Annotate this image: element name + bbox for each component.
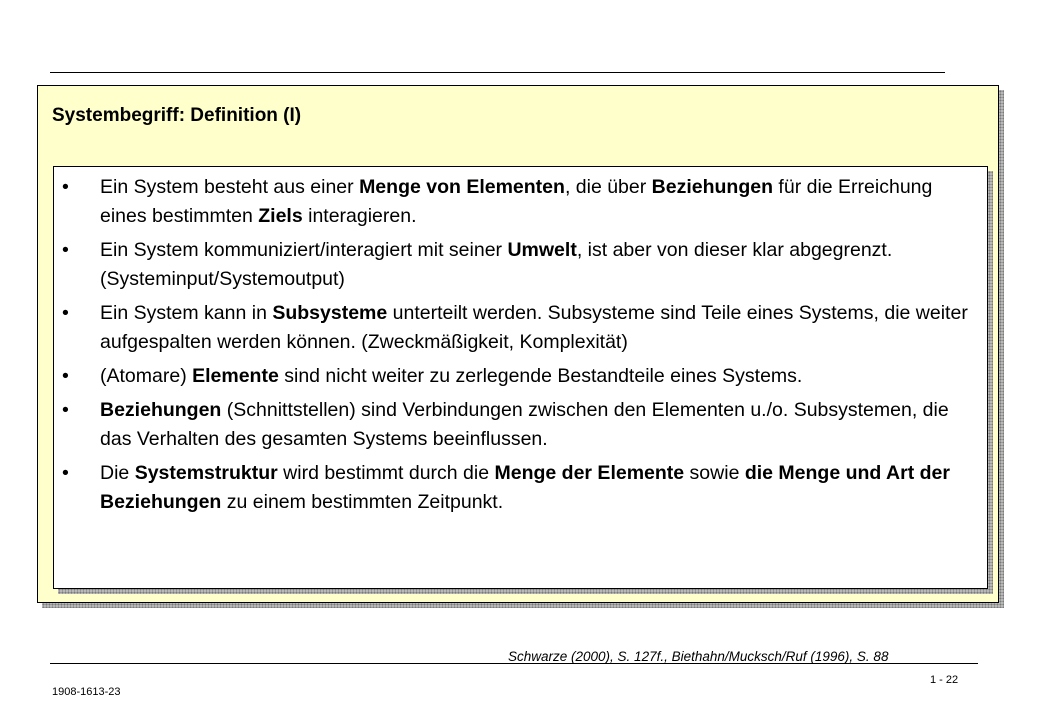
- bullet-list: [60, 173, 980, 522]
- bullet-marker: •: [62, 399, 69, 421]
- bullet-text: Die: [100, 462, 135, 484]
- bullet-text: für die Erreichung eines bestimmten: [100, 176, 933, 227]
- bullet-bold-text: Menge der Elemente: [494, 462, 685, 484]
- page-number: 1 - 22: [930, 674, 959, 686]
- bullet-text: (Schnittstellen) sind Verbindungen zwischen den Elementen u./o. Subsystemen, die das Verhalten des gesamten Systems beeinflussen.: [100, 399, 949, 450]
- bullet-bold-text: Systemstruktur: [134, 462, 278, 484]
- bullet-item: [60, 396, 980, 454]
- bullet-bold-text: Menge von Elementen: [359, 176, 565, 198]
- bullet-item: [60, 236, 980, 294]
- bullet-text: Ein System kommuniziert/interagiert mit seiner: [100, 239, 508, 261]
- bullet-text: wird bestimmt durch die: [277, 462, 495, 484]
- bullet-item: [60, 459, 980, 517]
- citation: Schwarze (2000), S. 127f., Biethahn/Mucksch/Ruf (1996), S. 88: [508, 649, 889, 664]
- top-divider: [50, 72, 945, 73]
- bullet-item: [60, 173, 980, 231]
- document-id: 1908-1613-23: [52, 686, 121, 698]
- bullet-marker: •: [62, 365, 69, 387]
- bullet-text: Ein System kann in: [100, 302, 273, 324]
- bullet-bold-text: die Menge und Art der Beziehungen: [100, 462, 950, 513]
- bullet-marker: •: [62, 239, 69, 261]
- bottom-divider: [50, 663, 978, 664]
- bullet-text: unterteilt werden. Subsysteme sind Teile eines Systems, die weiter aufgespalten werden können. (Zweckmäßigkeit, Komplexität): [100, 302, 968, 353]
- bullet-text: , ist aber von dieser klar abgegrenzt. (Systeminput/Systemoutput): [100, 239, 893, 290]
- bullet-text: sind nicht weiter zu zerlegende Bestandteile eines Systems.: [278, 365, 803, 387]
- bullet-text: sowie: [684, 462, 745, 484]
- bullet-bold-text: Beziehungen: [100, 399, 222, 421]
- bullet-marker: •: [62, 462, 69, 484]
- bullet-bold-text: Beziehungen: [651, 176, 774, 198]
- bullet-text: zu einem bestimmten Zeitpunkt.: [221, 491, 504, 513]
- bullet-text: interagieren.: [302, 205, 417, 227]
- bullet-item: [60, 362, 980, 391]
- bullet-bold-text: Elemente: [192, 365, 279, 387]
- bullet-marker: •: [62, 302, 69, 324]
- bullet-bold-text: Subsysteme: [272, 302, 388, 324]
- bullet-bold-text: Ziels: [258, 205, 303, 227]
- slide-title: Systembegriff: Definition (I): [52, 105, 302, 126]
- bullet-text: Ein System besteht aus einer: [100, 176, 360, 198]
- bullet-item: [60, 299, 980, 357]
- bullet-marker: •: [62, 176, 69, 198]
- bullet-text: (Atomare): [100, 365, 193, 387]
- bullet-bold-text: Umwelt: [507, 239, 577, 261]
- bullet-text: , die über: [564, 176, 652, 198]
